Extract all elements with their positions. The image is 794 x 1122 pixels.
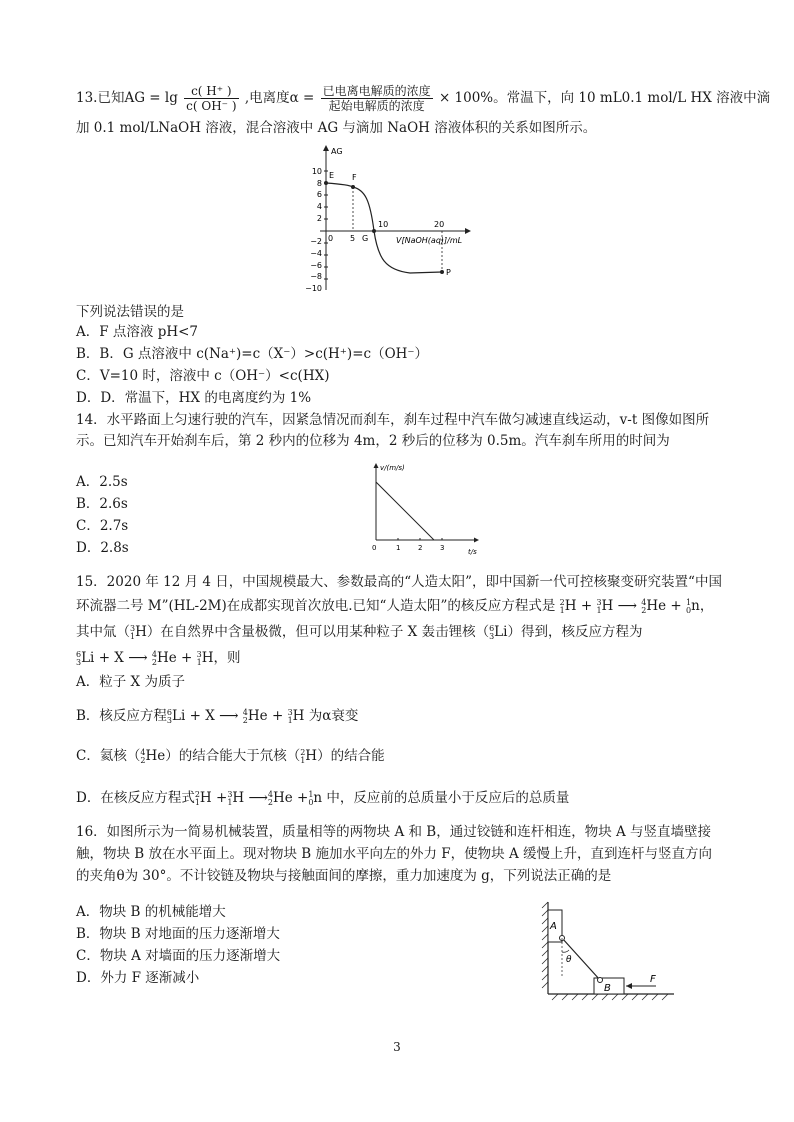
label-theta: θ [566,955,572,965]
label-g: G [362,234,369,243]
q16-option-b: B．物块 B 对地面的压力逐渐增大 [76,926,280,942]
q16-option-c: C．物块 A 对墙面的压力逐渐增大 [76,948,281,964]
label-f-force: F [650,974,656,985]
v-axis-label: v/(m/s) [380,464,405,472]
page-number: 3 [393,1040,401,1054]
ag-chart [300,140,500,300]
y-ticks [305,167,322,293]
ytick-6: 6 [316,190,322,199]
q13-stem: 下列说法错误的是 [76,304,184,320]
ttick-0: 0 [372,544,377,552]
q15-line4: 6 3 Li + X ⟶ 4 2 He + 3 1 H，则 [76,649,241,667]
q15-option-a: A．粒子 X 为质子 [76,674,185,690]
q15-option-b: B．核反应方程 6 3 Li + X ⟶ 4 2 He + 3 1 H 为α衰变 [76,707,359,725]
ytick-neg4: −4 [310,249,322,258]
vt-line [376,482,434,540]
q14-option-d: D．2.8s [76,540,129,556]
xtick-0: 0 [328,234,334,243]
ytick-2: 2 [316,214,322,223]
ytick-neg8: −8 [310,272,322,281]
q13-text-b: ,电离度α = [244,90,315,106]
label-f: F [352,173,357,182]
t-axis-label: t/s [468,548,477,556]
q16-line2: 触，物块 B 放在水平面上。现对物块 B 施加水平向左的外力 F，使物块 A 缓慢上升，直到连杆与竖直方向 [76,846,712,862]
q15-line2-text: 环流器二号 M”(HL-2M)在成都实现首次放电.已知“人造太阳”的核反应方程式是 [76,598,556,614]
hinge-b [598,978,603,983]
q15-option-d: D．在核反应方程式 2 1 H + 3 1 H ⟶ 4 2 He + 1 0 n 中，反应前的总质量小于反应后的总质量 [76,789,570,807]
q14-line2: 示。已知汽车开始刹车后，第 2 秒内的位移为 4m，2 秒后的位移为 0.5m。汽车刹车所用的时间为 [76,433,670,449]
alpha-fraction-numerator: 已电离电解质的浓度 [322,84,431,98]
ttick-3: 3 [440,544,445,552]
q16-line1: 16．如图所示为一简易机械装置，质量相等的两物块 A 和 B，通过铰链和连杆相连，物块 A 与竖直墙壁接 [76,824,712,840]
fusion-equation: 2 1 H + 3 1 H ⟶ 4 2 He + 1 0 n， [559,597,714,615]
xtick-5: 5 [350,234,356,243]
q16-line3: 的夹角θ为 30°。不计铰链及物块与接触面间的摩擦，重力加速度为 g，下列说法正确的是 [76,868,612,884]
ytick-neg10: −10 [305,284,322,293]
label-a: A [550,921,557,932]
q16-option-a: A．物块 B 的机械能增大 [76,904,226,920]
ytick-neg6: −6 [310,261,322,270]
q15-line2 [76,596,713,616]
q14-option-c: C．2.7s [76,518,129,534]
q13-option-d: D．D．常温下，HX 的电离度约为 1% [76,390,312,406]
q16-option-d: D．外力 F 逐渐减小 [76,970,200,986]
ytick-10: 10 [311,167,322,176]
point-g [372,229,376,233]
point-e [324,181,328,185]
q15-option-c: C．氦核（ 4 2 He）的结合能大于氘核（ 2 1 H）的结合能 [76,747,385,765]
q13-line1 [76,84,770,113]
ytick-neg2: −2 [310,237,322,246]
ttick-2: 2 [418,544,423,552]
label-e: E [329,171,335,180]
ag-fraction [184,84,238,113]
q14-option-b: B．2.6s [76,496,128,512]
vt-chart [366,460,486,556]
label-p: P [446,268,451,277]
ytick-8: 8 [316,179,322,188]
alpha-fraction [321,84,433,113]
q14-line1: 14．水平路面上匀速行驶的汽车，因紧急情况而刹车，刹车过程中汽车做匀减速直线运动，v-t 图像如图所 [76,412,710,428]
q13-option-b: B．B．G 点溶液中 c(Na⁺)=c（X⁻）>c(H⁺)=c（OH⁻） [76,346,429,362]
ag-fraction-numerator: c( H⁺ ) [184,84,238,99]
xtick-20: 20 [434,220,445,229]
x-axis-label: V[NaOH(aq)]/mL [396,236,463,245]
alpha-fraction-denominator: 起始电解质的浓度 [328,99,425,113]
q15-line1: 15．2020 年 12 月 4 日，中国规模最大、参数最高的“人造太阳”，即中国新一代可控核聚变研究装置“中国 [76,574,722,590]
ytick-4: 4 [316,202,322,211]
q13-option-c: C．V=10 时，溶液中 c（OH⁻）<c(HX) [76,368,330,384]
mechanism-figure [538,896,678,1004]
q13-text-a: 13.已知AG = lg [76,90,178,106]
ground-hatch [552,994,668,1000]
q13-option-a: A．F 点溶液 pH<7 [76,324,199,340]
force-arrowhead [626,983,632,989]
q13-text-c: × 100%。常温下，向 10 mL0.1 mol/L HX 溶液中滴 [438,90,771,106]
q13-line2: 加 0.1 mol/LNaOH 溶液，混合溶液中 AG 与滴加 NaOH 溶液体积的关系如图所示。 [76,120,597,136]
point-f [351,185,355,189]
point-p [440,270,444,274]
wall-hatch [542,902,548,988]
ag-fraction-denominator: c( OH⁻ ) [186,99,237,113]
y-axis-label: AG [331,147,343,156]
ttick-1: 1 [396,544,401,552]
theta-arc [562,950,569,952]
xtick-10: 10 [378,220,389,229]
q15-line3: 其中氚（ 3 1 H）在自然界中含量极微，但可以用某种粒子 X 轰击锂核（ 6 3 Li）得到，核反应方程为 [76,623,643,641]
q14-option-a: A．2.5s [76,474,128,490]
label-b: B [604,983,611,994]
